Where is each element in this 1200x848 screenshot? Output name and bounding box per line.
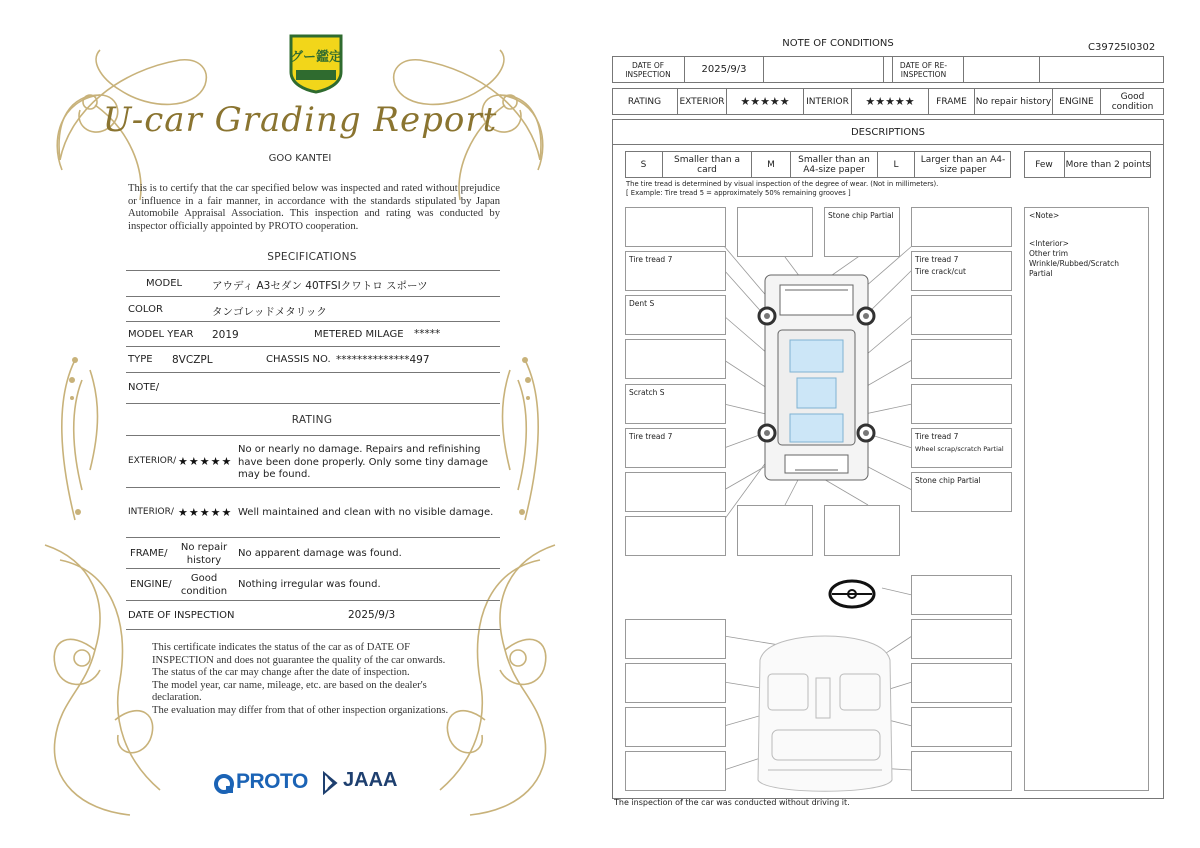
interior-label: INTERIOR/	[128, 507, 174, 517]
year-label: MODEL YEAR	[128, 329, 194, 340]
specifications-heading: SPECIFICATIONS	[267, 251, 357, 263]
damage-box	[625, 663, 726, 703]
note-line: Other trim	[1029, 249, 1069, 258]
rating-row-frame	[126, 537, 500, 569]
tire-fl-text: Tire tread 7	[629, 255, 673, 264]
rating-label: RATING	[627, 96, 662, 107]
damage-box-tire-fr	[911, 251, 1012, 291]
damage-box-tire-rr	[911, 428, 1012, 468]
tire-fr-text-2: Tire crack/cut	[915, 267, 966, 276]
tire-rl-text: Tire tread 7	[629, 432, 673, 441]
color-label: COLOR	[128, 304, 163, 315]
engine-label: ENGINE/	[130, 579, 172, 590]
car-interior-view	[758, 636, 892, 791]
engine-description: Nothing irregular was found.	[238, 579, 381, 590]
damage-box	[625, 472, 726, 512]
damage-box	[625, 339, 726, 379]
legend-l: L	[877, 152, 914, 177]
chassis-value: **************497	[336, 354, 430, 366]
exterior-stars: ★★★★★	[178, 455, 233, 468]
car-top-view	[765, 275, 868, 480]
dent-text: Dent S	[629, 299, 655, 308]
engine-value: Good condition	[180, 573, 228, 597]
footer-line: The model year, car name, mileage, etc. are based on the dealer's	[152, 679, 427, 691]
damage-box-dent	[625, 295, 726, 335]
exterior-description: No or nearly no damage. Repairs and refinishing have been done properly. Only some tiny damage may be found.	[238, 444, 489, 480]
divider	[126, 403, 500, 405]
damage-box	[625, 619, 726, 659]
note-heading: <Note>	[1029, 211, 1060, 220]
damage-box	[737, 505, 813, 556]
interior-heading: <Interior>	[1029, 239, 1069, 248]
goo-kantei-badge	[287, 32, 345, 94]
footer-line: The status of the car may change after the date of inspection.	[152, 667, 410, 679]
tire-note-line: The tire tread is determined by visual inspection of the degree of wear. (Not in millimeters).	[626, 180, 939, 188]
jaaa-mark-icon	[320, 771, 340, 795]
legend-few-desc: More than 2 points	[1064, 152, 1151, 177]
proto-logo-mark	[213, 773, 235, 799]
proto-q-icon	[213, 773, 235, 795]
interior-stars: ★★★★★	[851, 89, 928, 114]
rating-row-interior	[126, 487, 500, 538]
jaaa-logo-mark	[320, 771, 340, 799]
interior-label: INTERIOR	[803, 89, 851, 114]
frame-label: FRAME/	[130, 548, 168, 559]
note-label: NOTE/	[128, 382, 160, 393]
damage-box	[737, 207, 813, 257]
steering-wheel-icon	[830, 581, 874, 607]
damage-box-scratch	[625, 384, 726, 424]
damage-box	[911, 663, 1012, 703]
damage-box	[911, 339, 1012, 379]
damage-box	[911, 575, 1012, 615]
legend-s: S	[640, 159, 647, 170]
engine-label: ENGINE	[1052, 89, 1100, 114]
rating-heading: RATING	[291, 414, 333, 426]
interior-description: Well maintained and clean with no visible damage.	[238, 507, 494, 518]
certificate-subtitle: GOO KANTEI	[268, 153, 332, 164]
footer-line: declaration.	[152, 692, 202, 704]
proto-logo: PROTO	[236, 770, 308, 793]
damage-box	[625, 207, 726, 247]
tire-rr-text: Tire tread 7	[915, 432, 959, 441]
chassis-label: CHASSIS NO.	[266, 354, 331, 365]
date-value: 2025/9/3	[348, 609, 396, 621]
reinspection-label: DATE OF RE-INSPECTION	[883, 57, 963, 82]
descriptions-heading: DESCRIPTIONS	[613, 120, 1163, 145]
mileage-value: *****	[414, 328, 441, 340]
stone-chip-front-text: Stone chip Partial	[828, 211, 894, 220]
date-row	[126, 600, 500, 630]
legend-m-desc: Smaller than an A4-size paper	[790, 152, 877, 177]
note-of-conditions-sheet	[600, 0, 1200, 848]
date-inspection-label: DATE OF INSPECTION	[625, 60, 671, 79]
legend-s-desc: Smaller than a card	[662, 152, 751, 177]
scratch-text: Scratch S	[629, 388, 665, 397]
tire-fr-text: Tire tread 7	[915, 255, 959, 264]
damage-box	[911, 619, 1012, 659]
model-label: MODEL	[146, 278, 183, 289]
tire-rr-text-2: Wheel scrap/scratch Partial	[915, 445, 1004, 453]
damage-box	[911, 751, 1012, 791]
damage-box	[625, 751, 726, 791]
damage-box	[911, 207, 1012, 247]
model-value: アウディ A3セダン 40TFSIクワトロ スポーツ	[212, 280, 428, 292]
footer-line: INSPECTION and does not guarantee the quality of the car onwards.	[152, 654, 446, 666]
damage-box	[911, 295, 1012, 335]
sheet-code: C39725I0302	[1088, 42, 1156, 53]
note-panel	[1024, 207, 1149, 791]
badge-text: グー鑑定	[289, 50, 342, 65]
spec-row-year	[126, 321, 500, 347]
tire-note-line: [ Example: Tire tread 5 = approximately 50% remaining grooves ]	[626, 189, 851, 197]
note-line: Wrinkle/Rubbed/Scratch	[1029, 259, 1119, 268]
certificate-footer	[152, 642, 482, 718]
spec-row-type	[126, 346, 500, 372]
exterior-stars: ★★★★★	[726, 89, 803, 114]
engine-value: Good condition	[1100, 89, 1164, 114]
jaaa-logo: JAAA	[343, 769, 398, 791]
stone-chip-rear-text: Stone chip Partial	[915, 476, 981, 485]
frame-label: FRAME	[928, 89, 974, 114]
damage-box	[625, 516, 726, 556]
interior-stars: ★★★★★	[178, 506, 233, 519]
damage-box-stone-chip-front	[824, 207, 900, 257]
mileage-label: METERED MILAGE	[314, 329, 404, 340]
type-value: 8VCZPL	[172, 354, 213, 366]
damage-box	[911, 384, 1012, 424]
color-value: タンゴレッドメタリック	[212, 306, 327, 318]
certificate-title: U-car Grading Report	[102, 100, 498, 140]
sheet-footer: The inspection of the car was conducted without driving it.	[614, 798, 850, 807]
sheet-title: NOTE OF CONDITIONS	[782, 38, 894, 49]
footer-line: The evaluation may differ from that of other inspection organizations.	[152, 704, 449, 716]
spec-row-color	[126, 296, 500, 322]
spec-row-note	[126, 372, 500, 403]
legend-few: Few	[1035, 159, 1053, 170]
damage-box-tire-rl	[625, 428, 726, 468]
damage-box-stone-chip-rear	[911, 472, 1012, 512]
frame-description: No apparent damage was found.	[238, 548, 402, 559]
type-label: TYPE	[128, 354, 153, 365]
frame-value: No repair history	[180, 542, 228, 566]
damage-box-tire-fl	[625, 251, 726, 291]
exterior-label: EXTERIOR	[677, 89, 726, 114]
frame-value: No repair history	[974, 89, 1052, 114]
damage-box	[911, 707, 1012, 747]
year-value: 2019	[212, 329, 239, 341]
certificate-intro: This is to certify that the car specified below was inspected and rated without prejudice or influence in a fair manner, in accordance with the standards stipulated by Japan Automobile Appraisal Association. This inspection and rating was conducted by inspector officially appointed by PROTO cooperation.	[128, 183, 500, 232]
exterior-label: EXTERIOR/	[128, 456, 177, 466]
footer-line: This certificate indicates the status of the car as of DATE OF	[152, 642, 410, 653]
damage-box	[824, 505, 900, 556]
legend-l-desc: Larger than an A4-size paper	[914, 152, 1011, 177]
rating-row-engine	[126, 568, 500, 600]
date-label: DATE OF INSPECTION	[128, 610, 235, 621]
spec-row-model	[126, 270, 500, 296]
damage-box	[625, 707, 726, 747]
legend-m: M	[751, 152, 790, 177]
rating-row-exterior	[126, 435, 500, 488]
note-line: Partial	[1029, 269, 1053, 278]
date-inspection-value: 2025/9/3	[684, 57, 763, 82]
